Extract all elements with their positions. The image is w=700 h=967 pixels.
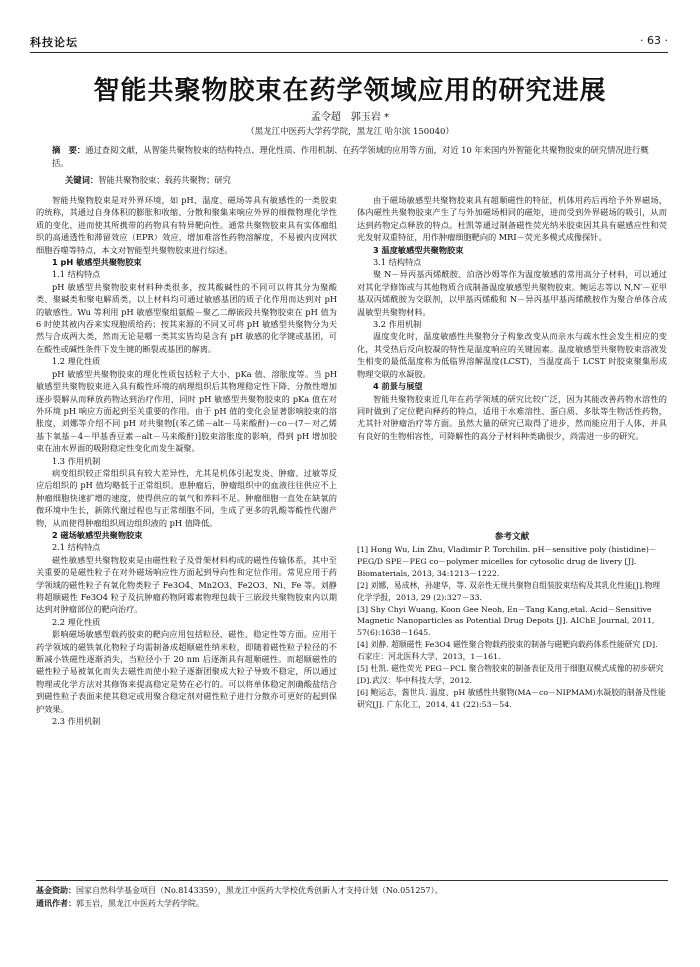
section-heading: 3 温度敏感型共聚物胶束 — [373, 244, 464, 255]
keywords-text: 智能共聚物胶束；载药共聚物；研究 — [98, 175, 231, 185]
fund-label: 基金资助： — [36, 886, 76, 895]
page-number: · 63 · — [640, 34, 668, 47]
body-paragraph: pH 敏感型共聚物胶束材料种类很多，按其酸碱性的不同可以将其分为聚酸类、聚碱类和聚电解质类，以上材料均可通过敏感基团的质子化作用而达到对 pH 的敏感性。Wu 等利用 pH 敏感型聚组氨酸－聚乙二醇嵌段共聚物胶束在 pH 值为 6 时使其被内吞来实现胞质给药；按其来源的不同又可将 pH 敏感型共聚物分为天然与合成两大类，然而无论是哪一类其实皆均是含有 pH 敏感的化学键或基团，可在酸性或碱性条件下发生键的断裂或基团的解离。 — [36, 281, 337, 354]
article-title: 智能共聚物胶束在药学领域应用的研究进展 — [93, 76, 607, 106]
section-heading: 4 前景与展望 — [373, 381, 423, 392]
abstract — [52, 144, 650, 170]
body-paragraph: 病变组织较正常组织具有较大差异性，尤其是机体引起发炎、肿瘤、过敏等反应后组织的 pH 值均略低于正常组织。患肿瘤后，肿瘤组织中的血液往往供应不上肿瘤细胞快速扩增的速度，使得供应的氧气和养料不足。肿瘤细胞一直处在缺氧的微环境中生长，新陈代谢过程也与正常细胞不同，生成了更多的乳酸等酸性代谢产物，从而使得肿瘤组织周边组织液的 pH 值降低。 — [36, 467, 337, 528]
affiliation: （黑龙江中医药大学药学院，黑龙江 哈尔滨 150040） — [246, 127, 454, 137]
references-title: 参考文献 — [494, 532, 530, 542]
subsection-heading: 1.3 作用机制 — [52, 455, 101, 466]
subsection-heading: 2.3 作用机制 — [52, 716, 101, 727]
reference-item: [6] 鲍运志，酱世兵. 温度、pH 敏感性共聚物(MA－co－NIPMAM)水凝胶的制备及性能研究[J]. 广东化工，2014, 41 (22):53－54. — [357, 687, 666, 709]
body-paragraph: 智能共聚物胶束是对外界环境，如 pH、温度、磁场等具有敏感性的一类胶束的统称，其通过自身体积的膨胀和收缩、分散和聚集来响应外界的细微物理化学性质的变化，进而使其所携带的药物具有特异靶向性。通常共聚物胶束具有实体瘤组织的高通透性和滞留效应（EPR）效应，增加难溶性药物溶解度，不易被内皮网状细胞吞噬等特点，本文对智能型共聚物胶束进行综述。 — [36, 195, 337, 255]
reference-item: [5] 杜凯. 磁性荧光 PEG－PCL 聚合物胶束的制备表征及用于细胞双模式成像的初步研究[D].武汉：华中科技大学，2012. — [357, 664, 664, 685]
reference-item: [2] 刘娜，易成林，孙建华，等. 双亲性无规共聚物自组装胶束结构及其乳化性能[J].物理化学学报，2013, 29 (2):327－33. — [357, 580, 661, 602]
section-label: 科技论坛 — [30, 36, 78, 49]
corresponding-text: 郭玉岩，黑龙江中医药大学药学院。 — [76, 898, 204, 908]
subsection-heading: 2.2 理化性质 — [52, 616, 101, 627]
subsection-heading: 2.1 结构特点 — [52, 542, 101, 553]
body-paragraph: 智能共聚物胶束近几年在药学领域的研究比较广泛，因为其能改善药物水溶性的同时做到了定位靶向释药的特点，适用于水难溶性、蛋白质、多肽等生物活性药物，尤其针对肿瘤治疗等方面。虽然大量的研究已取得了进步，然而能应用于人体，并具有良好的生物相容性，可降解性的高分子材料种类确很少，尚需进一步的研究。 — [357, 393, 667, 441]
corresponding-label: 通讯作者： — [36, 898, 76, 908]
subsection-heading: 3.1 结构特点 — [373, 257, 422, 268]
body-paragraph: 影响磁场敏感型载药胶束的靶向应用包括粒径、磁性、稳定性等方面。应用于药学领域的磁铁氧化物粒子均需制备成超顺磁性纳米粒，即随着磁性粒子粒径的不断减小铁磁性逐渐消失，当粒径小于 20 nm 后逐渐具有超顺磁性。而超顺磁性的磁性粒子易被氧化而失去磁性而使小粒子逐渐团聚成大粒子导致不稳定，所以通过物理或化学方法对其修饰来提高稳定是势在必行的。可以将单体稳定剂确酸盐结合到磁性粒子表面来使其稳定或用聚合稳定剂对磁性粒子进行分散亦可更好的起到保护效果。 — [36, 629, 337, 714]
abstract-text: 通过查阅文献，从智能共聚物胶束的结构特点、理化性质、作用机制、在药学领域的应用等方面，对近 10 年来国内外智能化共聚物胶束的研究情况进行概括。 — [52, 145, 649, 168]
abstract-label: 摘 要： — [52, 145, 86, 155]
reference-item: [1] Hong Wu, Lin Zhu, Vladimir P. Torchilin. pH－sensitive poly (histidine)－PEG/D SPE－PEG co－polymer micelles for cytosolic drug de livery [J]. Biomaterials, 2013, 34:1213－1222. — [357, 545, 657, 578]
body-paragraph: 由于磁场敏感型共聚物胶束具有超顺磁性的特征，机体用药后再给予外界磁场，体内磁性共聚物胶束产生了与外加磁场相同的磁矩，进而受到外界磁场的吸引，从而达到药物定点释放的特点。杜凯等通过制备磁性荧光纳米胶束因其具有磁感应性和荧光发射双重特征，用作肿瘤细胞靶向的 MRI－荧光多模式成像探针。 — [357, 195, 667, 243]
reference-item: [4] 刘静. 超顺磁性 Fe3O4 磁性聚合物载药胶束的制备与磁靶向载药体系性能研究 [D]. 石家庄：河北医科大学，2013，1－161. — [357, 640, 658, 662]
keywords — [65, 174, 231, 186]
left-column — [36, 194, 337, 877]
authors: 孟令超 郭玉岩 * — [310, 112, 390, 123]
subsection-heading: 1.2 理化性质 — [52, 356, 101, 367]
subsection-heading: 3.2 作用机制 — [373, 319, 422, 330]
body-paragraph: 温度变化时，温度敏感性共聚物分子构象改变从而亲水与疏水性会发生相应的变化，其受热后反向胶凝的特性是温度响应的关键因素。温度敏感型共聚物胶束溶液发生相变的最低温度称为低临界溶解温度(LCST)，当温度高于 LCST 时胶束聚集形成物理交联的水凝胶。 — [357, 331, 667, 379]
footnotes — [36, 880, 668, 910]
references-list — [357, 544, 667, 711]
body-paragraph: 磁性敏感型共聚物胶束是由磁性粒子及骨架材料构成的磁性传输体系，其中至关重要的是磁性粒子在对外磁场响应性方面起到导向性和定位作用。常见应用于药学领域的磁性粒子有氧化物类粒子 Fe3O4、Mn2O3、Fe2O3、Ni、Fe 等。刘静将超顺磁性 Fe3O4 粒子及抗肿瘤药物阿霉素物理包载于三嵌段共聚物胶束内以期达到对肿瘤部位的靶向治疗。 — [36, 554, 337, 615]
fund-text: 国家自然科学基金项目（No.8143359），黑龙江中医药大学校优秀创新人才支持计划（No.051257）。 — [76, 886, 443, 895]
keywords-label: 关键词： — [65, 175, 99, 185]
reference-item: [3] Shy Chyi Wuang, Koon Gee Neoh, En－Tang Kang,etal. Acid－Sensitive Magnetic Nanoparticles as Potential Drug Depots [J]. AIChE Journal, 2011, 57(6):1638－1645. — [357, 604, 655, 638]
running-header — [30, 34, 668, 53]
subsection-heading: 1.1 结构特点 — [52, 269, 101, 280]
section-heading: 2 磁场敏感型共聚物胶束 — [52, 529, 143, 540]
body-paragraph: 聚 N－异丙基丙烯酰胺、泊洛沙姆等作为温度敏感的常用高分子材料，可以通过对其化学修饰或与其他物质合成制备温度敏感型共聚物胶束。鲍运志等以 N,N′－亚甲基双丙烯酰胺为交联剂，以甲基丙烯酸和 N－异丙基甲基丙烯酰胺作为聚合单体合成温敏型共聚物材料。 — [357, 269, 667, 317]
body-paragraph: pH 敏感型共聚物胶束的理化性质包括粒子大小、pKa 值、溶胀度等。当 pH 敏感型共聚物胶束进入具有酸性环境的病理组织后其物理稳定性下降、分散性增加逐步裂解从而释放药物达到治疗作用，同时 pH 敏感型共聚物胶束的 pKa 值在对外环境 pH 响应方面起到至关重要的作用。由于 pH 值的变化会显著影响胶束的溶胀度，刘娜等介绍不同 pH 对共聚物[(苯乙烯－alt－马来酸酐)－co－(7－对乙烯基卞氧基－4－甲基香豆素－alt－马来酸酐)]胶束溶胀度的影响，得到 pH 增加胶束在油水界面的吸附稳定性变化而发生凝聚。 — [36, 368, 337, 454]
section-heading: 1 pH 敏感型共聚物胶束 — [52, 257, 142, 268]
